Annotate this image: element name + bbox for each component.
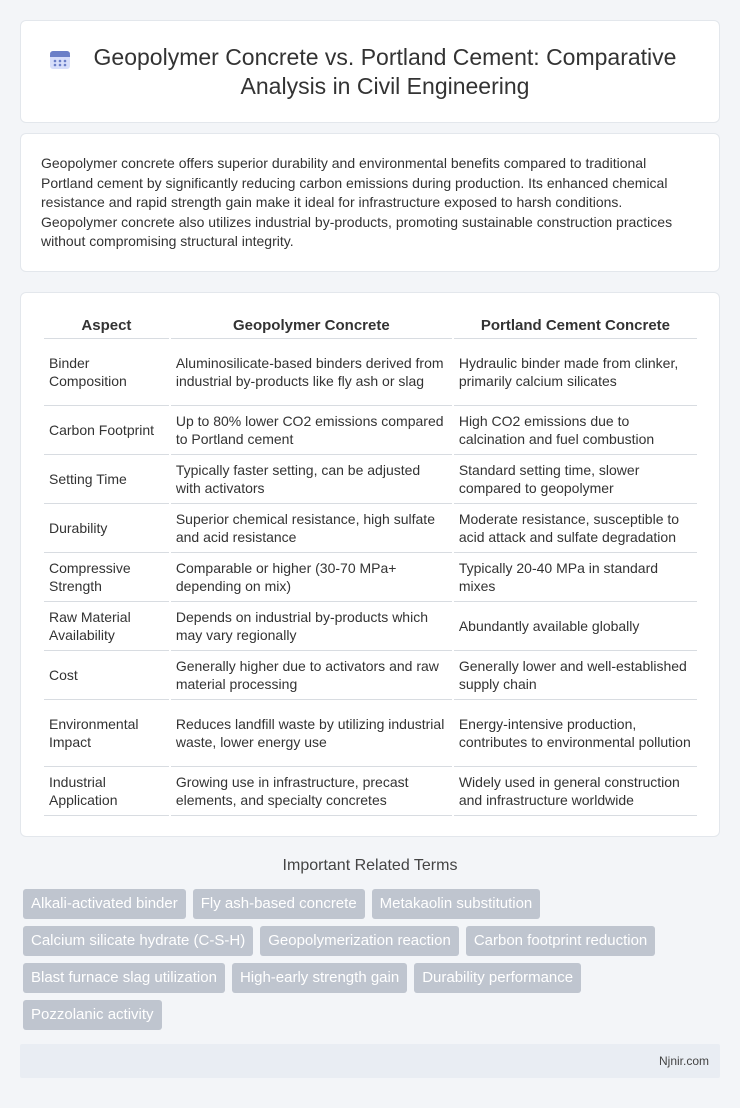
related-term-tag[interactable]: Geopolymerization reaction [260,926,459,956]
comparison-table [42,315,699,816]
header-card [20,20,720,123]
related-term-tag[interactable]: Blast furnace slag utilization [23,963,225,993]
page-title: Geopolymer Concrete vs. Portland Cement: Comparative Analysis in Civil Engineering [93,43,677,99]
table-cell: High CO2 emissions due to calcination and fuel combustion [454,406,697,455]
table-cell: Generally lower and well-established supply chain [454,651,697,700]
table-row [44,455,697,504]
table-cell: Aluminosilicate-based binders derived from industrial by-products like fly ash or slag [171,339,452,406]
column-header: Portland Cement Concrete [454,315,697,339]
related-term-tag[interactable]: Durability performance [414,963,581,993]
footer [20,1044,720,1078]
column-header: Aspect [44,315,169,339]
table-cell: Binder Composition [44,339,169,406]
table-row [44,767,697,816]
table-cell: Setting Time [44,455,169,504]
table-cell: Compressive Strength [44,553,169,602]
table-row [44,406,697,455]
related-terms-list [23,889,703,1030]
comparison-table-card [20,292,720,837]
footer-site: Njnir.com [658,1054,709,1068]
related-terms-title: Important Related Terms [282,857,458,874]
table-cell: Raw Material Availability [44,602,169,651]
related-term-tag[interactable]: Pozzolanic activity [23,1000,162,1030]
intro-paragraph: Geopolymer concrete offers superior durability and environmental benefits compared to traditional Portland cement by significantly reducing carbon emissions during production. Its enhanced chemical resistance and rapid strength gain make it ideal for infrastructure exposed to harsh conditions. Geopolymer concrete also utilizes industrial by-products, promoting sustainable construction practices without compromising structural integrity. [41,155,673,250]
table-cell: Energy-intensive production, contributes to environmental pollution [454,700,697,767]
table-cell: Typically 20-40 MPa in standard mixes [454,553,697,602]
table-row [44,602,697,651]
table-cell: Widely used in general construction and infrastructure worldwide [454,767,697,816]
table-cell: Up to 80% lower CO2 emissions compared to Portland cement [171,406,452,455]
table-cell: Industrial Application [44,767,169,816]
table-cell: Reduces landfill waste by utilizing industrial waste, lower energy use [171,700,452,767]
table-row [44,553,697,602]
table-row [44,504,697,553]
column-header: Geopolymer Concrete [171,315,452,339]
table-cell: Durability [44,504,169,553]
table-cell: Hydraulic binder made from clinker, primarily calcium silicates [454,339,697,406]
table-cell: Carbon Footprint [44,406,169,455]
table-cell: Abundantly available globally [454,602,697,651]
related-term-tag[interactable]: Alkali-activated binder [23,889,186,919]
table-cell: Standard setting time, slower compared to geopolymer [454,455,697,504]
related-term-tag[interactable]: High-early strength gain [232,963,407,993]
table-cell: Moderate resistance, susceptible to acid attack and sulfate degradation [454,504,697,553]
table-header-row [44,315,697,339]
table-row [44,651,697,700]
table-cell: Generally higher due to activators and raw material processing [171,651,452,700]
related-term-tag[interactable]: Metakaolin substitution [372,889,541,919]
table-cell: Typically faster setting, can be adjusted with activators [171,455,452,504]
table-cell: Cost [44,651,169,700]
table-row [44,700,697,767]
table-cell: Comparable or higher (30-70 MPa+ depending on mix) [171,553,452,602]
table-cell: Superior chemical resistance, high sulfate and acid resistance [171,504,452,553]
table-cell: Depends on industrial by-products which may vary regionally [171,602,452,651]
intro-card [20,133,720,272]
table-row [44,339,697,406]
related-term-tag[interactable]: Carbon footprint reduction [466,926,655,956]
related-term-tag[interactable]: Fly ash-based concrete [193,889,365,919]
table-cell: Environmental Impact [44,700,169,767]
related-term-tag[interactable]: Calcium silicate hydrate (C-S-H) [23,926,253,956]
table-cell: Growing use in infrastructure, precast elements, and specialty concretes [171,767,452,816]
